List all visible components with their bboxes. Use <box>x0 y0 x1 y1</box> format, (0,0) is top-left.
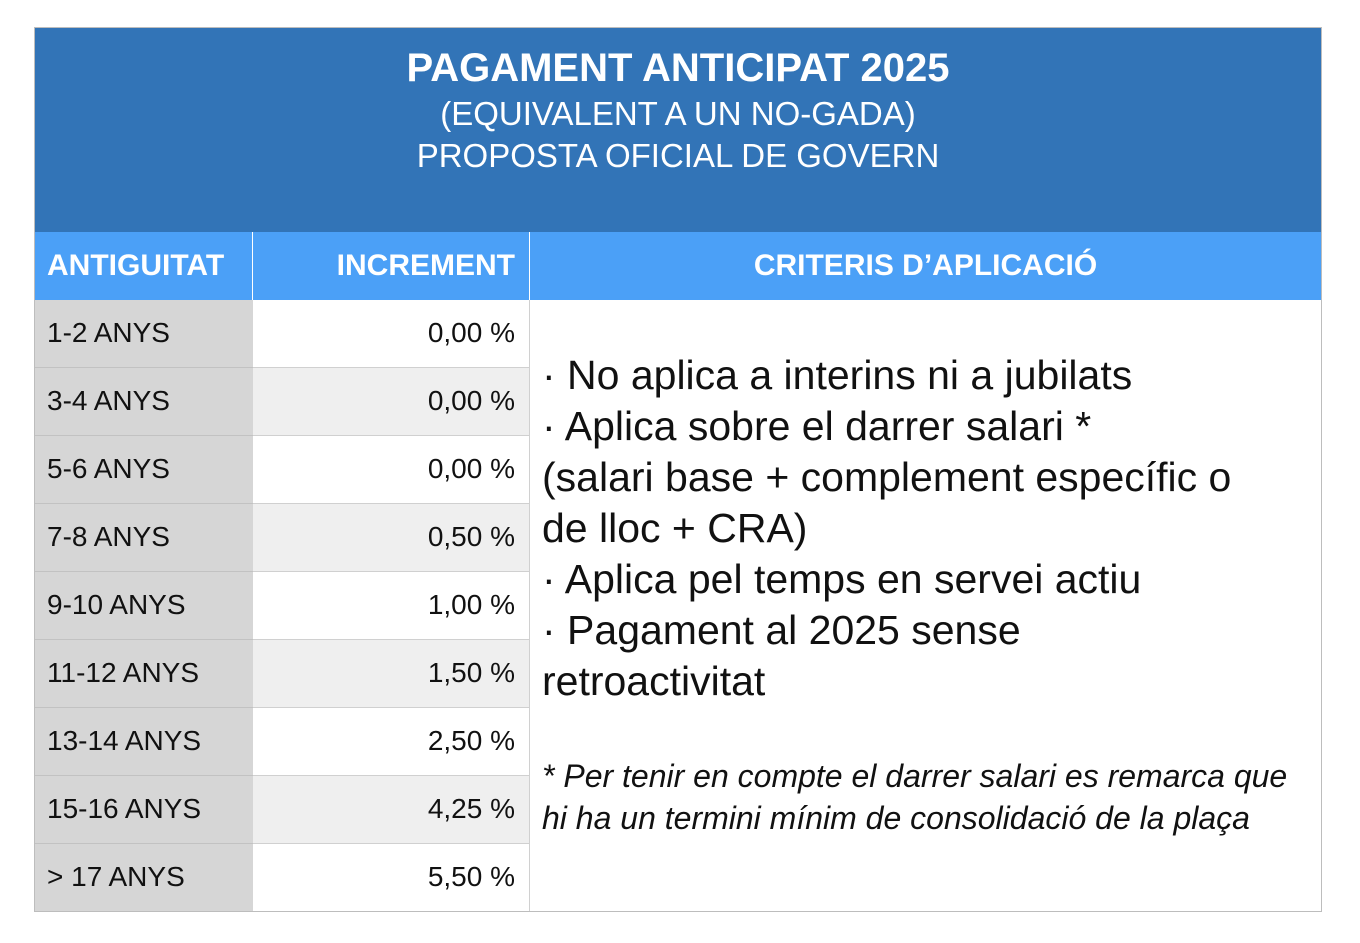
subtitle-proposal: PROPOSTA OFICIAL DE GOVERN <box>416 137 940 174</box>
criteria-line: (salari base + complement específic o <box>542 454 1232 500</box>
payment-table-document <box>34 27 1322 912</box>
subtitle-equivalent: (EQUIVALENT A UN NO-GADA) <box>440 95 916 132</box>
criteria-line: retroactivitat <box>542 658 766 704</box>
table-row <box>35 572 530 640</box>
table-row <box>35 436 530 504</box>
antiguitat-cell: 15-16 ANYS <box>35 776 253 844</box>
criteria-line: · Aplica sobre el darrer salari * <box>542 403 1092 449</box>
antiguitat-cell: 3-4 ANYS <box>35 368 253 436</box>
criteria-line: · Aplica pel temps en servei actiu <box>542 556 1142 602</box>
antiguitat-cell: 7-8 ANYS <box>35 504 253 572</box>
increment-cell: 0,00 % <box>253 300 530 368</box>
table-row <box>35 708 530 776</box>
page-title: PAGAMENT ANTICIPAT 2025 <box>406 46 950 90</box>
footnote: * Per tenir en compte el darrer salari es remarca que hi ha un termini mínim de consolidació de la plaça <box>542 758 1288 836</box>
header-increment: INCREMENT <box>253 232 530 300</box>
table-row <box>35 640 530 708</box>
increment-cell: 0,00 % <box>253 368 530 436</box>
criteria-line: · Pagament al 2025 sense <box>542 607 1021 653</box>
header-criteris: CRITERIS D’APLICACIÓ <box>753 249 1098 282</box>
criteria-line: · No aplica a interins ni a jubilats <box>542 352 1133 398</box>
antiguitat-cell: 1-2 ANYS <box>35 300 253 368</box>
increment-cell: 0,00 % <box>253 436 530 504</box>
antiguitat-cell: > 17 ANYS <box>35 844 253 911</box>
antiguitat-cell: 11-12 ANYS <box>35 640 253 708</box>
increment-cell: 4,25 % <box>253 776 530 844</box>
antiguitat-cell: 13-14 ANYS <box>35 708 253 776</box>
criteria-panel <box>530 300 1321 911</box>
criteria-line: de lloc + CRA) <box>542 505 808 551</box>
table-row <box>35 776 530 844</box>
increment-cell: 1,50 % <box>253 640 530 708</box>
antiguitat-cell: 5-6 ANYS <box>35 436 253 504</box>
increment-cell: 5,50 % <box>253 844 530 911</box>
antiguitat-cell: 9-10 ANYS <box>35 572 253 640</box>
table-header-row <box>35 232 1321 300</box>
table-row <box>35 300 530 368</box>
title-block <box>35 28 1321 232</box>
increment-cell: 0,50 % <box>253 504 530 572</box>
table-row <box>35 504 530 572</box>
header-antiguitat: ANTIGUITAT <box>35 232 253 300</box>
table-row <box>35 844 530 911</box>
increment-cell: 1,00 % <box>253 572 530 640</box>
increment-cell: 2,50 % <box>253 708 530 776</box>
table-row <box>35 368 530 436</box>
